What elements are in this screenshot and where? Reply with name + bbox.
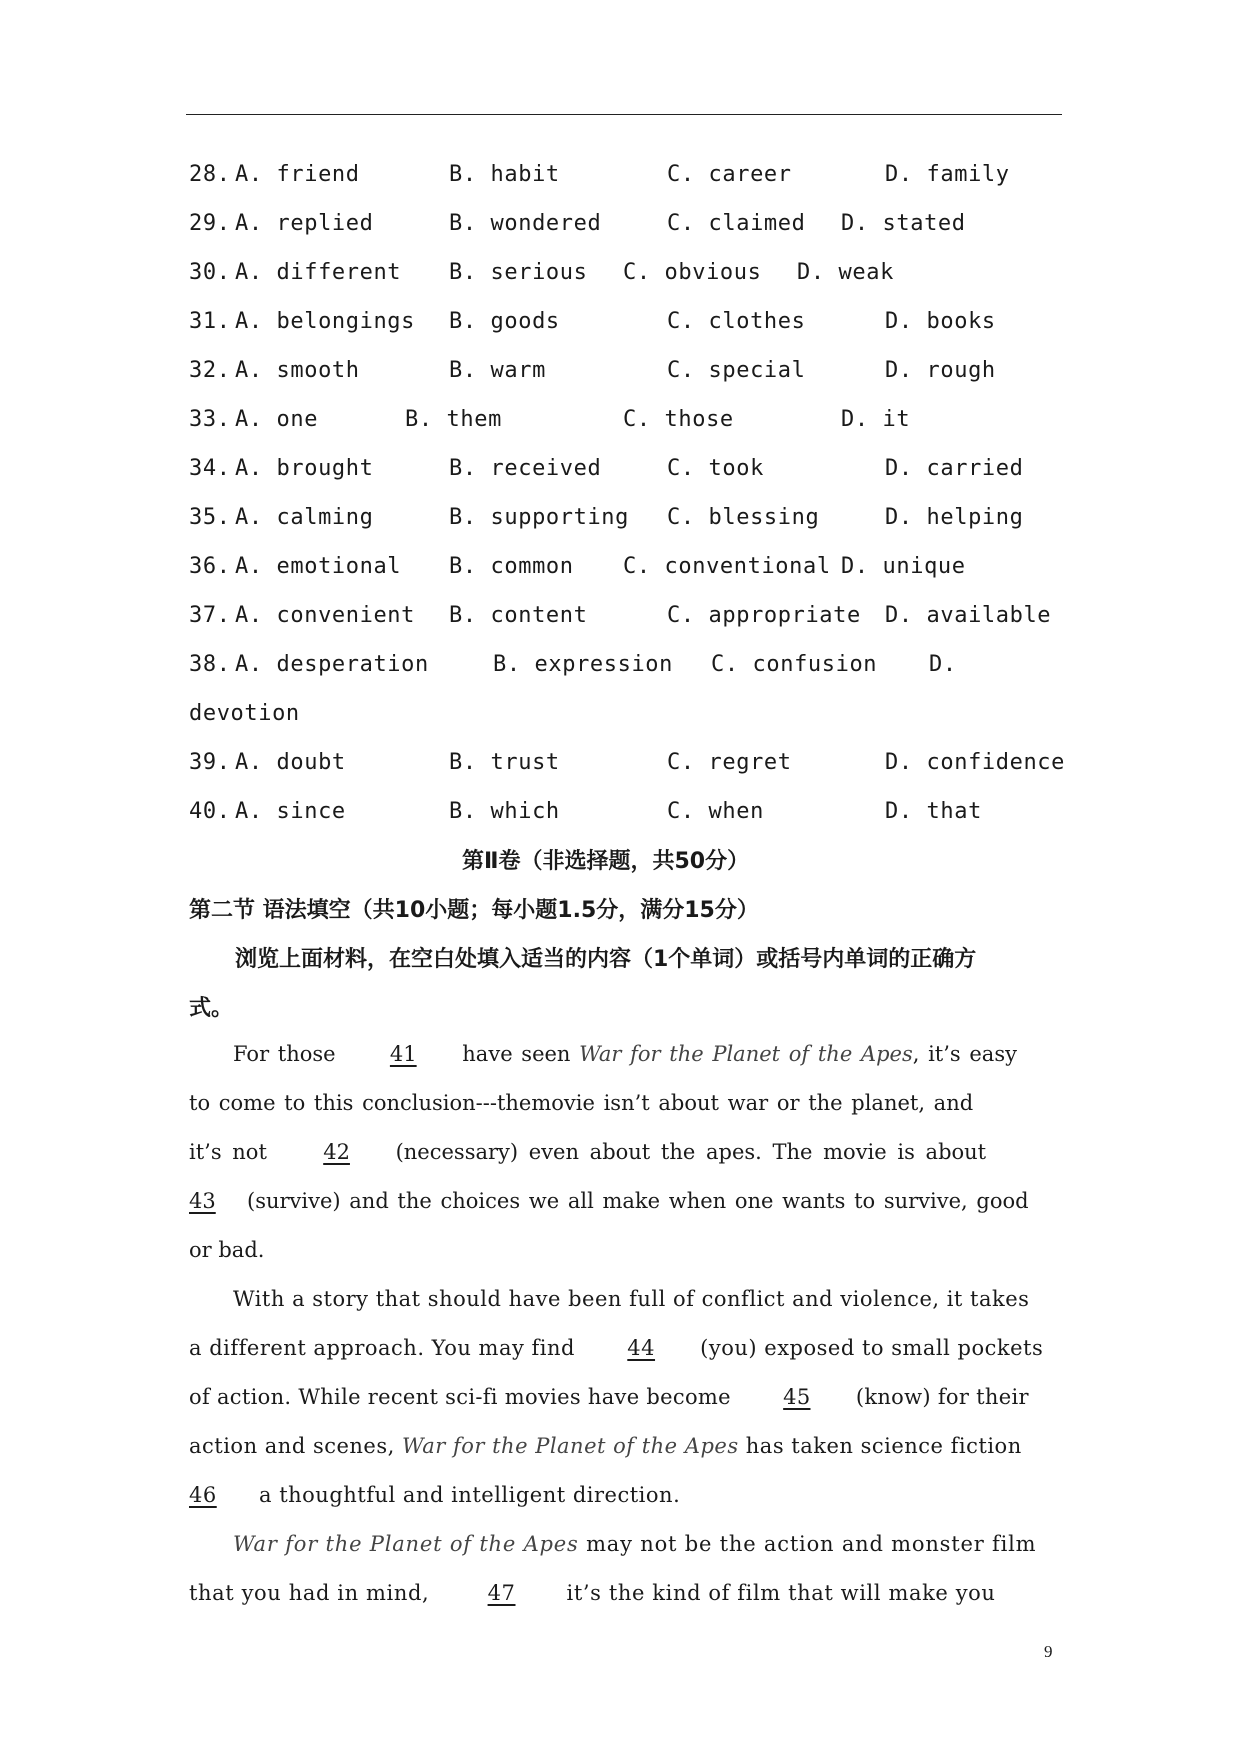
question-number: 33.: [189, 407, 231, 432]
question-number: 38.: [189, 652, 231, 677]
question-number: 29.: [189, 211, 231, 236]
option-a: A. desperation: [235, 652, 429, 677]
question-number: 39.: [189, 750, 231, 775]
instruction-line-2: 式。: [189, 996, 234, 1021]
option-d: D. available: [885, 603, 1052, 628]
option-d: D. books: [885, 309, 996, 334]
option-a: A. smooth: [235, 358, 360, 383]
option-b: B. warm: [449, 358, 546, 383]
option-c: C. blessing: [667, 505, 820, 530]
passage-line: [189, 1189, 1063, 1213]
option-d: D. confidence: [885, 750, 1065, 775]
option-c: C. special: [667, 358, 806, 383]
blank-43[interactable]: 43: [189, 1189, 216, 1213]
question-number: 40.: [189, 799, 231, 824]
option-a: A. different: [235, 260, 402, 285]
option-c: C. clothes: [667, 309, 806, 334]
option-a: A. calming: [235, 505, 374, 530]
page-number: 9: [1044, 1642, 1053, 1661]
option-d: D. that: [885, 799, 982, 824]
text-run: have seen: [462, 1042, 580, 1066]
text-run: a different approach. You may find: [189, 1336, 583, 1360]
passage-line: [233, 1042, 1063, 1066]
text-run: For those: [233, 1042, 345, 1066]
text-run: , it’s easy: [912, 1042, 1017, 1066]
option-d: D.: [929, 652, 957, 677]
text-run: (know) for their: [855, 1385, 1029, 1409]
option-c: C. confusion: [711, 652, 878, 677]
question-number: 35.: [189, 505, 231, 530]
passage-line: [189, 1434, 1063, 1458]
text-run: it’s not: [189, 1140, 278, 1164]
option-a: A. one: [235, 407, 319, 432]
option-b: B. expression: [493, 652, 673, 677]
option-b: B. content: [449, 603, 588, 628]
passage-line: or bad.: [189, 1238, 265, 1262]
option-b: B. received: [449, 456, 602, 481]
blank-47[interactable]: 47: [487, 1581, 516, 1605]
option-d: D. helping: [885, 505, 1024, 530]
passage-line: [189, 1336, 1063, 1360]
part2-title: 第Ⅱ卷（非选择题，共50分）: [462, 849, 750, 874]
movie-title: War for the Planet of the Apes: [233, 1532, 579, 1556]
passage-line: [189, 1385, 1063, 1409]
text-run: has taken science fiction: [738, 1434, 1022, 1458]
option-c: C. claimed: [667, 211, 806, 236]
option-d-wrap: devotion: [189, 701, 300, 726]
text-run: a thoughtful and intelligent direction.: [259, 1483, 681, 1507]
option-a: A. emotional: [235, 554, 402, 579]
question-number: 32.: [189, 358, 231, 383]
option-a: A. brought: [235, 456, 374, 481]
option-a: A. friend: [235, 162, 360, 187]
blank-41[interactable]: 41: [389, 1042, 417, 1066]
passage-line: [189, 1581, 1063, 1605]
text-run: it’s the kind of film that will make you: [566, 1581, 996, 1605]
header-rule: [186, 114, 1062, 115]
option-a: A. since: [235, 799, 346, 824]
option-b: B. them: [405, 407, 502, 432]
question-number: 37.: [189, 603, 231, 628]
passage-line: to come to this conclusion---themovie isn’t about war or the planet, and: [189, 1091, 974, 1115]
option-c: C. conventional: [623, 554, 831, 579]
question-number: 28.: [189, 162, 231, 187]
question-number: 31.: [189, 309, 231, 334]
text-run: (survive) and the choices we all make when one wants to survive, good: [247, 1189, 1029, 1213]
text-run: may not be the action and monster film: [578, 1532, 1037, 1556]
option-b: B. habit: [449, 162, 560, 187]
option-b: B. goods: [449, 309, 560, 334]
text-run: (you) exposed to small pockets: [700, 1336, 1044, 1360]
movie-title: War for the Planet of the Apes: [402, 1434, 739, 1458]
movie-title: War for the Planet of the Apes: [579, 1042, 913, 1066]
option-c: C. appropriate: [667, 603, 861, 628]
blank-46[interactable]: 46: [189, 1483, 217, 1507]
question-number: 34.: [189, 456, 231, 481]
option-c: C. regret: [667, 750, 792, 775]
option-b: B. which: [449, 799, 560, 824]
option-b: B. supporting: [449, 505, 629, 530]
option-d: D. stated: [841, 211, 966, 236]
option-d: D. weak: [797, 260, 894, 285]
option-b: B. serious: [449, 260, 588, 285]
text-run: of action. While recent sci-fi movies have become: [189, 1385, 738, 1409]
question-number: 36.: [189, 554, 231, 579]
passage-line: [189, 1140, 1063, 1164]
option-d: D. unique: [841, 554, 966, 579]
option-c: C. took: [667, 456, 764, 481]
section-title: 第二节 语法填空（共10小题；每小题1.5分，满分15分）: [189, 898, 759, 923]
text-run: that you had in mind,: [189, 1581, 437, 1605]
option-c: C. obvious: [623, 260, 762, 285]
text-run: action and scenes,: [189, 1434, 402, 1458]
option-b: B. trust: [449, 750, 560, 775]
option-d: D. it: [841, 407, 911, 432]
option-b: B. wondered: [449, 211, 602, 236]
text-run: (necessary) even about the apes. The movie is about: [395, 1140, 987, 1164]
option-c: C. career: [667, 162, 792, 187]
option-b: B. common: [449, 554, 574, 579]
option-a: A. belongings: [235, 309, 415, 334]
blank-44[interactable]: 44: [627, 1336, 656, 1360]
option-d: D. rough: [885, 358, 996, 383]
option-a: A. convenient: [235, 603, 415, 628]
blank-42[interactable]: 42: [323, 1140, 350, 1164]
option-c: C. when: [667, 799, 764, 824]
option-d: D. carried: [885, 456, 1024, 481]
blank-45[interactable]: 45: [783, 1385, 811, 1409]
instruction-line-1: 浏览上面材料，在空白处填入适当的内容（1个单词）或括号内单词的正确方: [235, 947, 977, 972]
option-c: C. those: [623, 407, 734, 432]
passage-line: [233, 1532, 1063, 1556]
option-a: A. doubt: [235, 750, 346, 775]
passage-line: With a story that should have been full of conflict and violence, it takes: [233, 1287, 1030, 1311]
option-a: A. replied: [235, 211, 374, 236]
passage-line: [189, 1483, 1063, 1507]
question-number: 30.: [189, 260, 231, 285]
option-d: D. family: [885, 162, 1010, 187]
